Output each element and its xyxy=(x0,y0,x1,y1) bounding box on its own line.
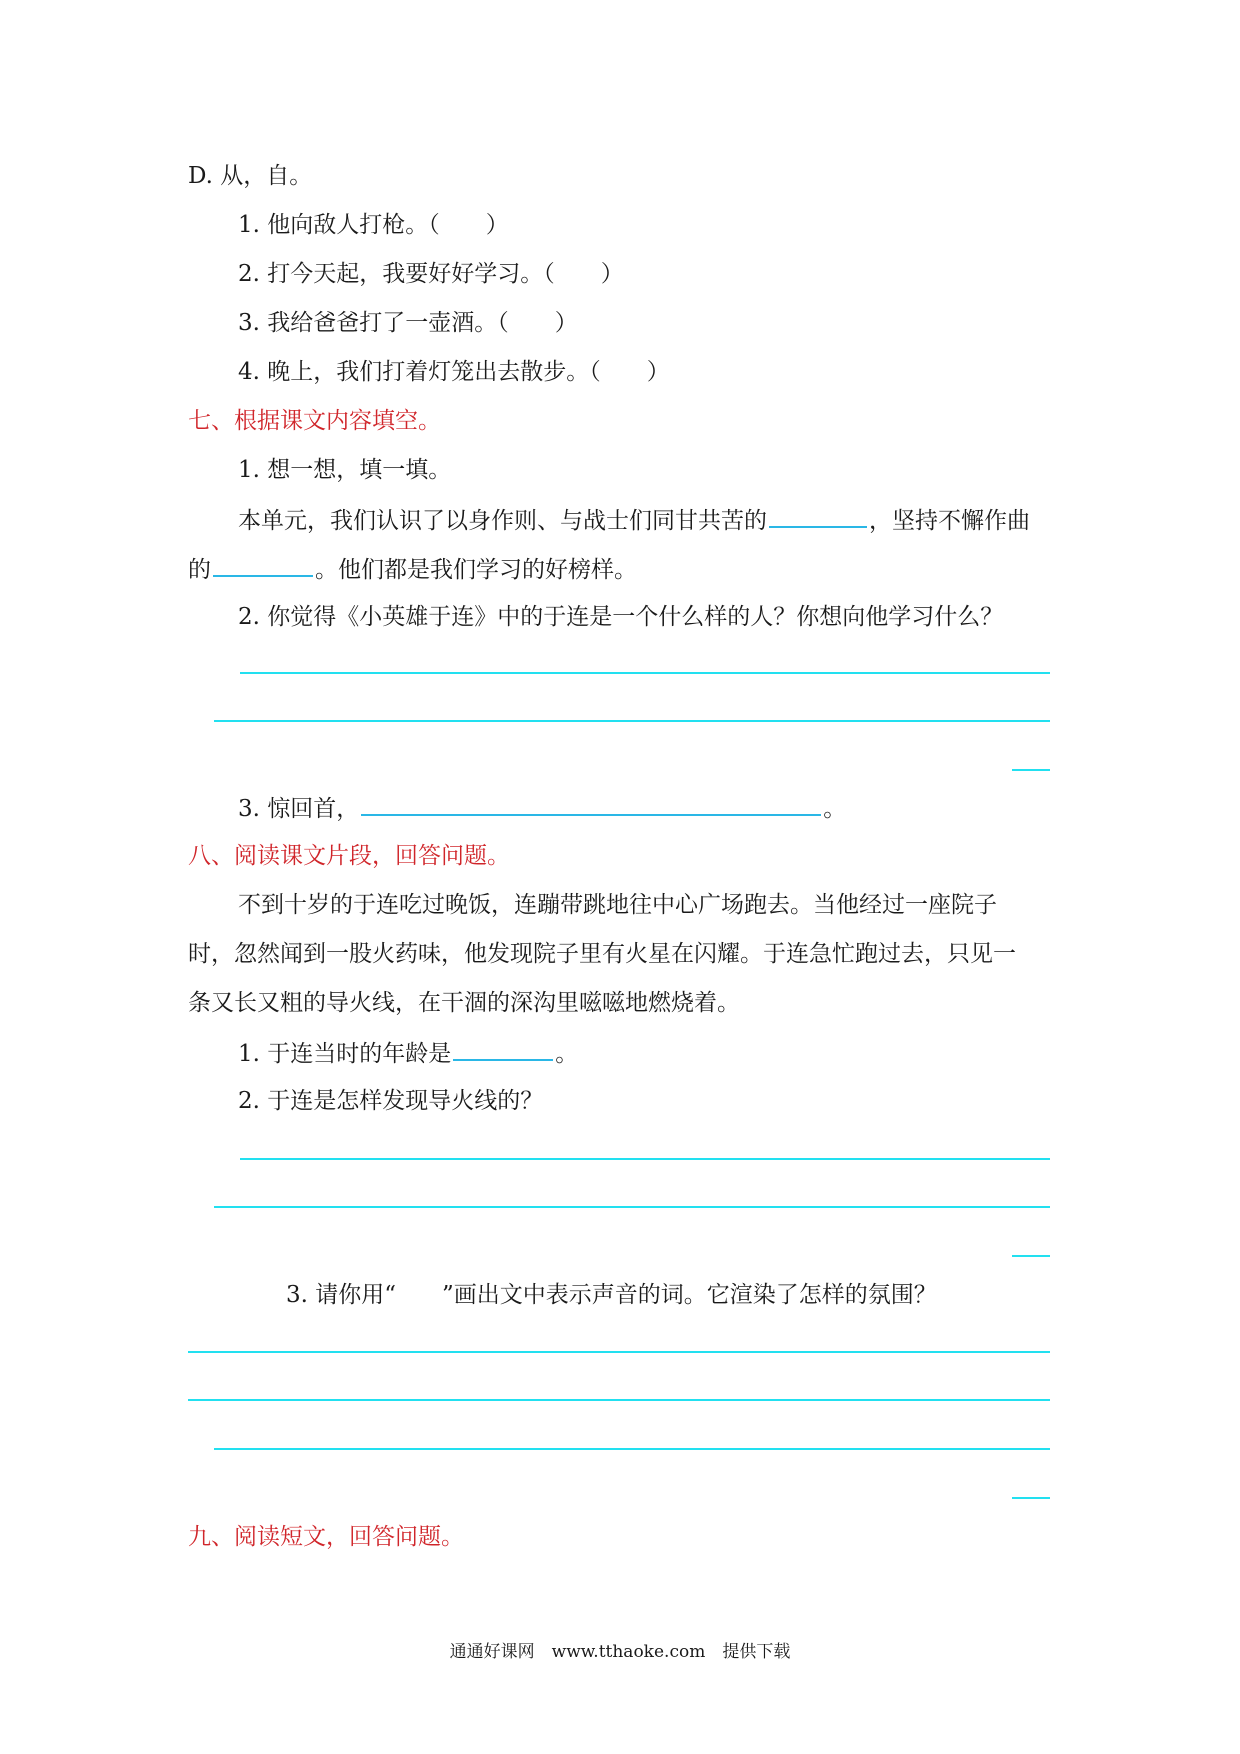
option-d: D. 从，自。 xyxy=(188,163,313,189)
answer-line[interactable] xyxy=(214,1448,1050,1450)
question-7-1: 1. 想一想，填一填。 xyxy=(238,457,452,483)
answer-line[interactable] xyxy=(214,720,1050,722)
question-7-3 xyxy=(238,792,846,824)
question-7-1-part-a: 本单元，我们认识了以身作则、与战士们同甘共苦的 xyxy=(238,508,767,534)
question-8-1-part-a: 1. 于连当时的年龄是 xyxy=(238,1041,452,1067)
question-6-4: 4. 晚上，我们打着灯笼出去散步。（ ） xyxy=(238,359,670,385)
section-7-title: 七、根据课文内容填空。 xyxy=(188,408,441,434)
question-8-1-part-b: 。 xyxy=(555,1041,579,1067)
answer-line[interactable] xyxy=(214,1206,1050,1208)
answer-line-end[interactable] xyxy=(1012,1255,1050,1257)
question-7-1-part-d: 。他们都是我们学习的好榜样。 xyxy=(315,557,637,583)
passage-line-3: 条又长又粗的导火线，在干涸的深沟里嗞嗞地燃烧着。 xyxy=(188,990,740,1016)
answer-blank-4[interactable] xyxy=(453,1037,553,1061)
question-6-1: 1. 他向敌人打枪。（ ） xyxy=(238,212,509,238)
answer-line[interactable] xyxy=(240,672,1050,674)
answer-blank-3[interactable] xyxy=(361,792,821,816)
question-7-3-part-b: 。 xyxy=(823,796,847,822)
answer-line[interactable] xyxy=(188,1351,1050,1353)
question-6-2: 2. 打今天起，我要好好学习。（ ） xyxy=(238,261,624,287)
question-8-3-part-a: 3. 请你用“ xyxy=(286,1282,397,1308)
question-7-1-text-line2 xyxy=(188,553,637,585)
question-8-3-part-b: ”画出文中表示声音的词。它渲染了怎样的氛围？ xyxy=(442,1282,937,1308)
question-8-3 xyxy=(286,1280,937,1310)
passage-line-1: 不到十岁的于连吃过晚饭，连蹦带跳地往中心广场跑去。当他经过一座院子 xyxy=(238,892,997,918)
passage-line-2: 时，忽然闻到一股火药味，他发现院子里有火星在闪耀。于连急忙跑过去，只见一 xyxy=(188,941,1016,967)
question-7-1-part-c: 的 xyxy=(188,557,211,583)
answer-line-end[interactable] xyxy=(1012,769,1050,771)
question-6-3: 3. 我给爸爸打了一壶酒。（ ） xyxy=(238,310,578,336)
answer-blank-1[interactable] xyxy=(769,504,867,528)
section-8-title: 八、阅读课文片段，回答问题。 xyxy=(188,843,510,869)
question-8-1 xyxy=(238,1037,578,1069)
wavy-underline-sample xyxy=(396,1280,442,1302)
question-7-3-part-a: 3. 惊回首， xyxy=(238,796,360,822)
answer-blank-2[interactable] xyxy=(213,553,313,577)
footer-credit: 通通好课网 www.tthaoke.com 提供下载 xyxy=(449,1642,791,1662)
section-9-title: 九、阅读短文，回答问题。 xyxy=(188,1524,464,1550)
question-7-1-part-b: ，坚持不懈作曲 xyxy=(869,508,1030,534)
question-8-2: 2. 于连是怎样发现导火线的？ xyxy=(238,1088,544,1114)
question-7-2: 2. 你觉得《小英雄于连》中的于连是一个什么样的人？你想向他学习什么？ xyxy=(238,604,1004,630)
question-7-1-text-line1 xyxy=(238,504,1030,536)
answer-line[interactable] xyxy=(240,1158,1050,1160)
answer-line[interactable] xyxy=(188,1399,1050,1401)
answer-line-end[interactable] xyxy=(1012,1497,1050,1499)
